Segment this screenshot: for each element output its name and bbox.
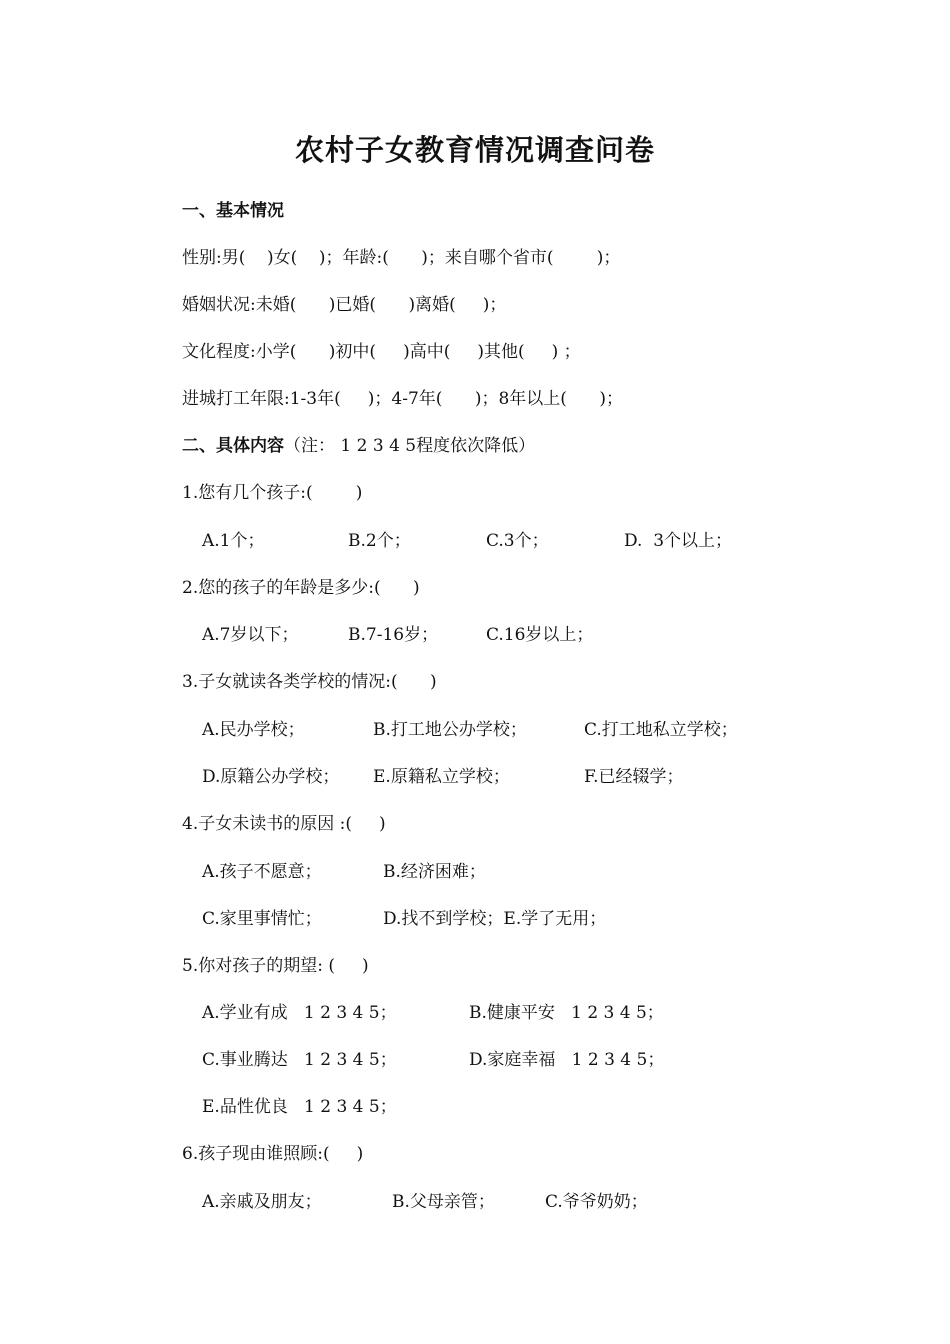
section-heading-details-label: 二、具体内容 [182,436,284,456]
q2-option-a: A.7岁以下； [202,625,299,645]
q2-option-c: C.16岁以上； [486,625,594,645]
section-heading-details [182,435,535,457]
q1-option-d: D. 3个以上； [624,531,733,551]
q3-option-d: D.原籍公办学校； [202,767,340,787]
question-6: 6.孩子现由谁照顾:( ) [182,1144,364,1164]
q1-option-b: B.2个； [348,531,411,551]
q5-option-c: C.事业腾达 1 2 3 4 5； [202,1050,397,1070]
q3-option-a: A.民办学校； [202,720,305,740]
q3-option-b: B.打工地公办学校； [373,720,527,740]
question-3: 3.子女就读各类学校的情况:( ) [182,672,437,692]
q1-option-c: C.3个； [486,531,549,551]
q1-option-a: A.1个； [202,531,265,551]
q6-option-a: A.亲戚及朋友； [202,1192,322,1212]
question-4: 4.子女未读书的原因 :( ) [182,814,386,834]
basic-info-marital: 婚姻状况:未婚( )已婚( )离婚( )； [182,295,507,315]
section-heading-basic: 一、基本情况 [182,201,284,221]
q5-option-a: A.学业有成 1 2 3 4 5； [202,1003,397,1023]
q3-option-e: E.原籍私立学校； [373,767,510,787]
q4-option-d-e: D.找不到学校；E.学了无用； [383,909,607,929]
q6-option-c: C.爷爷奶奶； [545,1192,648,1212]
basic-info-gender-age: 性别:男( )女( )；年龄:( )；来自哪个省市( )； [182,248,621,268]
basic-info-education: 文化程度:小学( )初中( )高中( )其他( ) ； [182,342,581,362]
q5-option-b: B.健康平安 1 2 3 4 5； [469,1003,664,1023]
q4-option-b: B.经济困难； [383,862,486,882]
question-5: 5.你对孩子的期望: ( ) [182,956,369,976]
q4-option-c: C.家里事情忙； [202,909,322,929]
q3-option-c: C.打工地私立学校； [584,720,738,740]
q5-option-e: E.品性优良 1 2 3 4 5； [202,1097,397,1117]
basic-info-work-years: 进城打工年限:1-3年( )；4-7年( )；8年以上( )； [182,389,623,409]
q6-option-b: B.父母亲管； [392,1192,495,1212]
q3-option-f: F.已经辍学； [584,767,684,787]
q2-option-b: B.7-16岁； [348,625,439,645]
section-note: （注： 1 2 3 4 5程度依次降低） [284,436,536,456]
q5-option-d: D.家庭幸福 1 2 3 4 5； [469,1050,665,1070]
document-title: 农村子女教育情况调查问卷 [294,133,655,167]
q4-option-a: A.孩子不愿意； [202,862,322,882]
question-2: 2.您的孩子的年龄是多少:( ) [182,578,420,598]
question-1: 1.您有几个孩子:( ) [182,483,363,503]
